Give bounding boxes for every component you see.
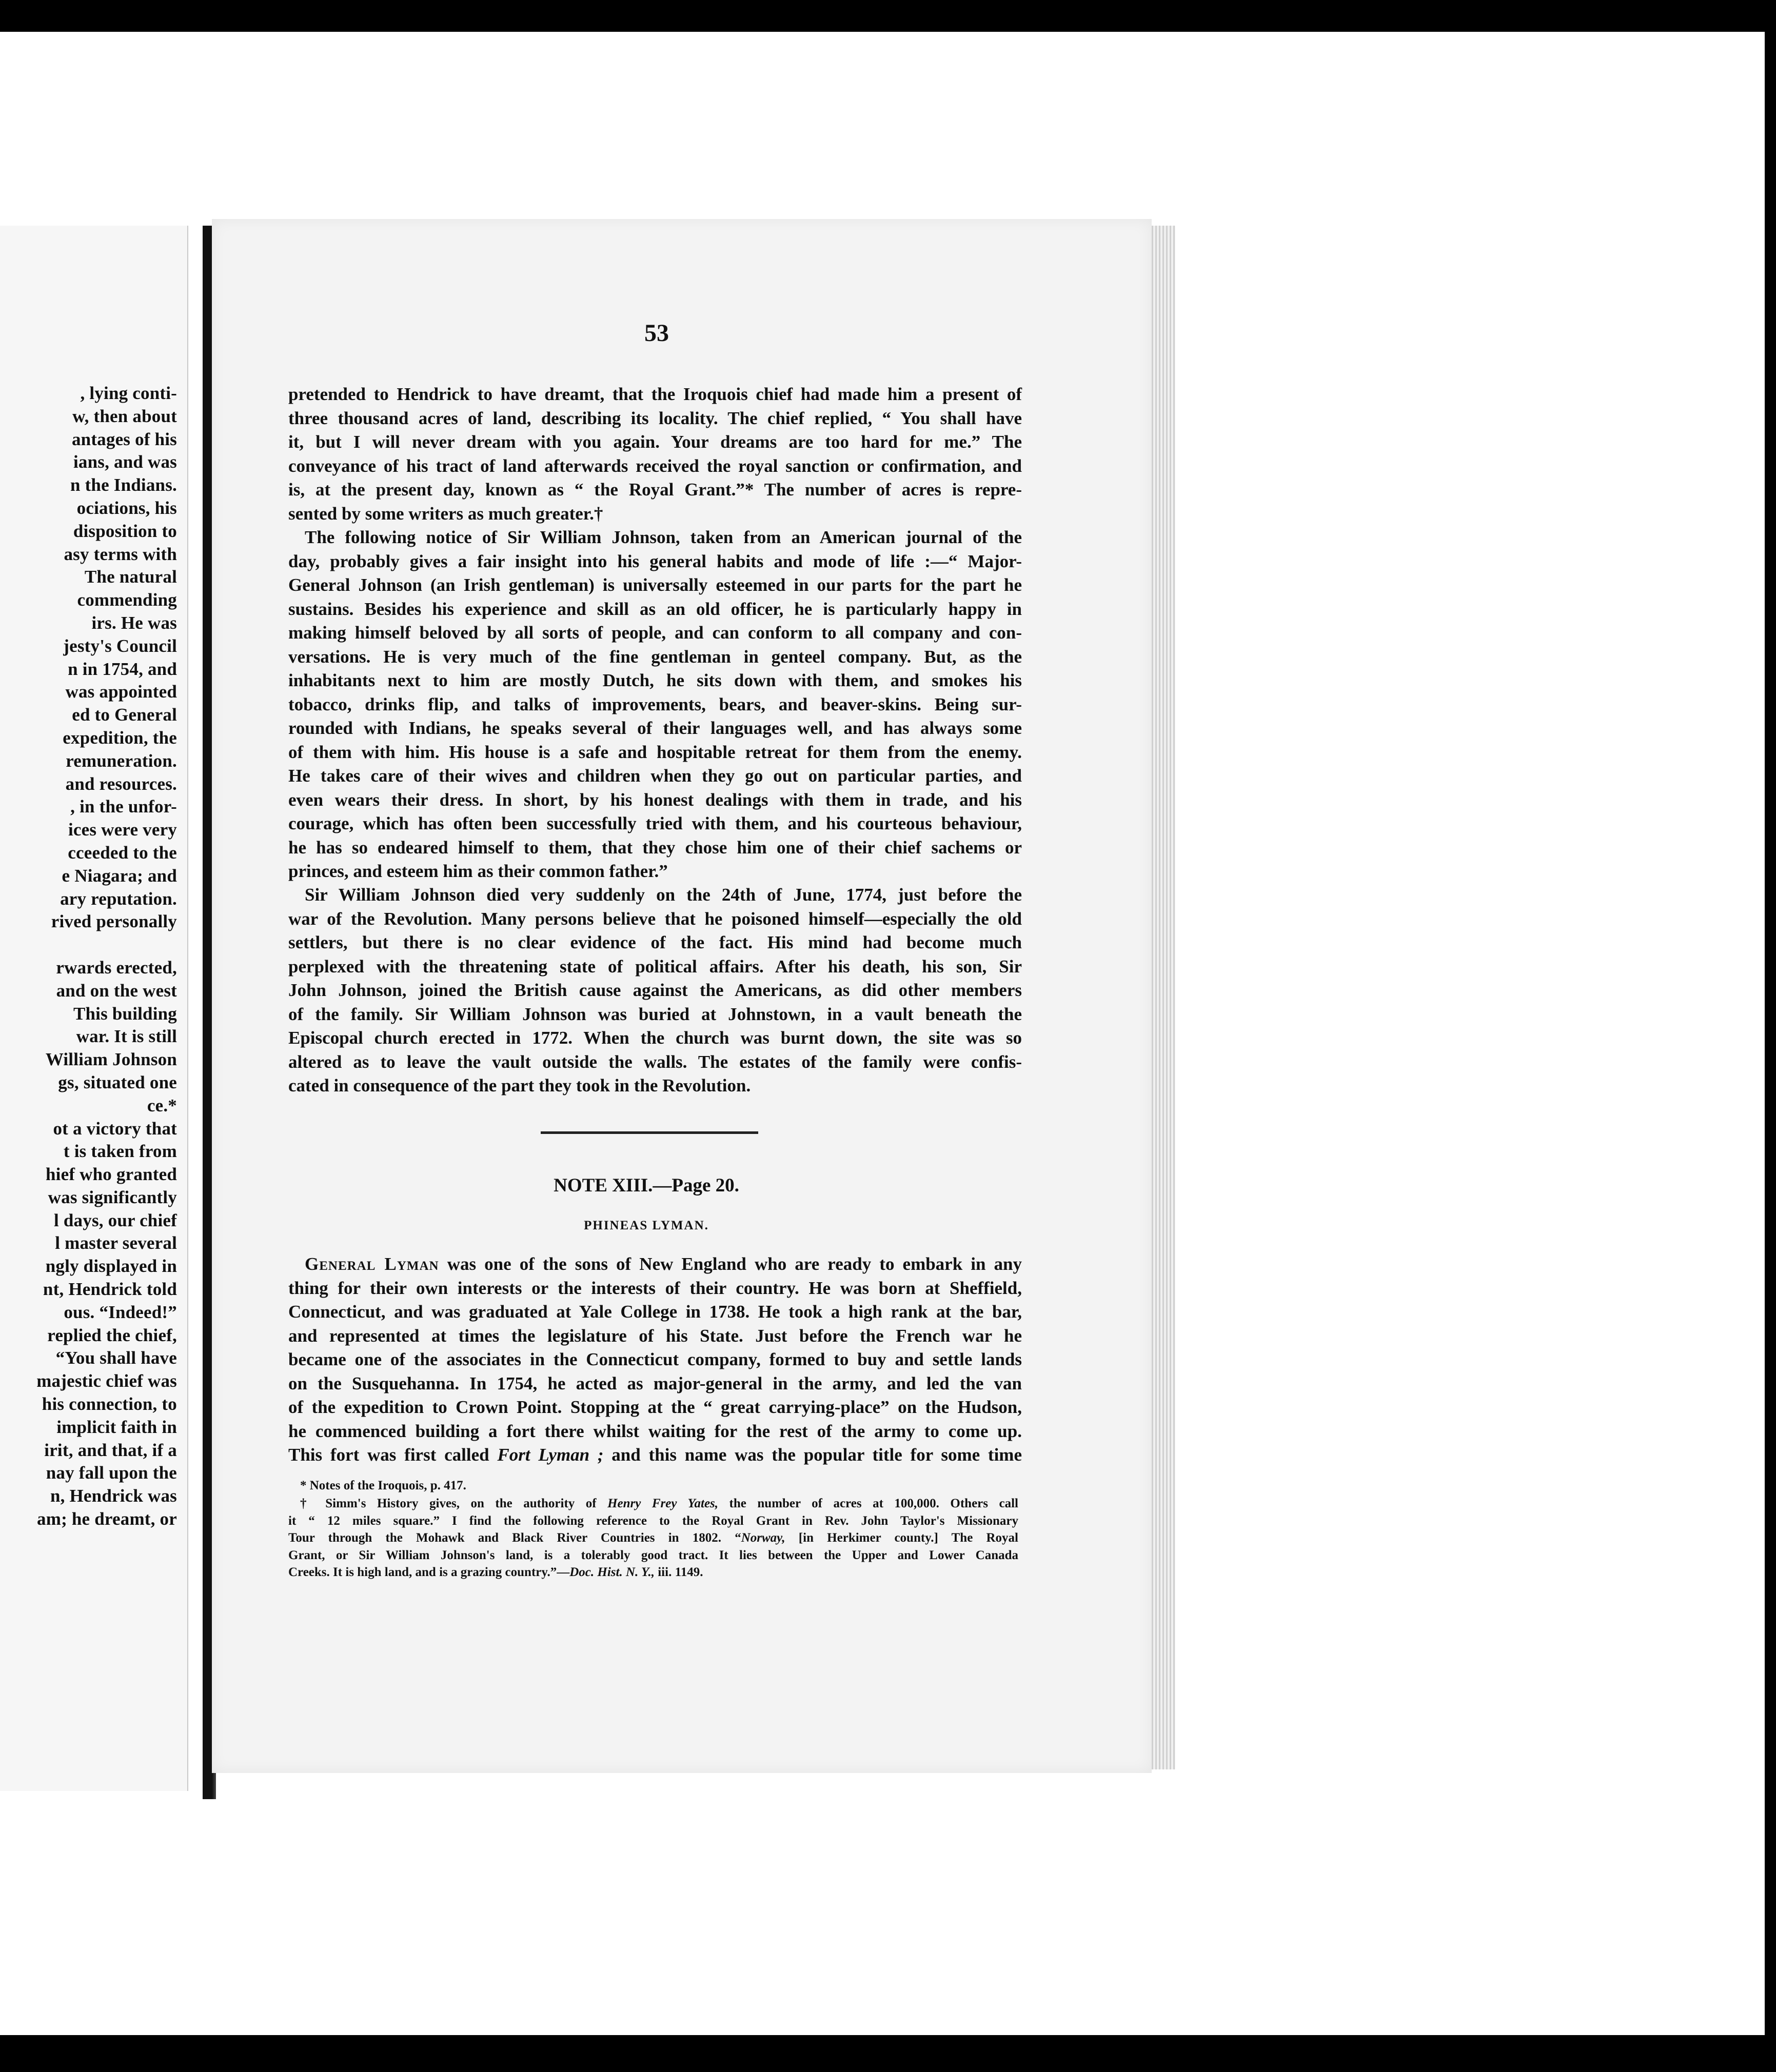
- scan-top-border: [0, 0, 1776, 32]
- paragraph-hendrick-dream: [288, 383, 1022, 526]
- line-text: and this name was the popular title for some time: [603, 1445, 1022, 1465]
- text-line: became one of the associates in the Connecticut company, formed to buy and settle lands: [288, 1349, 1022, 1369]
- previous-page-line: irit, and that, if a: [44, 1440, 177, 1460]
- previous-page-line: l master several: [55, 1233, 177, 1253]
- previous-page-line: commending: [77, 590, 177, 610]
- previous-page-line: expedition, the: [63, 727, 177, 748]
- text-line: John Johnson, joined the British cause against the Americans, as did other members: [288, 980, 1022, 1000]
- text-line: on the Susquehanna. In 1754, he acted as major-general in the army, and led the van: [288, 1373, 1022, 1393]
- previous-page-fragment: [0, 226, 188, 1791]
- footnote-royal-grant: [288, 1495, 1019, 1581]
- text-line: is, at the present day, known as “ the Royal Grant.”* The number of acres is repre-: [288, 480, 1022, 500]
- previous-page-line: rived personally: [51, 911, 177, 932]
- text-line: princes, and esteem him as their common father.”: [288, 861, 668, 881]
- previous-page-line: hief who granted: [46, 1164, 177, 1185]
- footnote-2-line: Tour through the Mohawk and Black River Countries in 1802. “Norway, [in Herkimer county.] The Royal: [288, 1531, 1018, 1545]
- previous-page-line: his connection, to: [42, 1394, 177, 1414]
- text-line: sented by some writers as much greater.†: [288, 503, 603, 524]
- footnote-1-text: * Notes of the Iroquois, p. 417.: [300, 1479, 466, 1492]
- previous-page-line: war. It is still: [76, 1026, 177, 1047]
- text-line: he commenced building a fort there whilst waiting for the rest of the army to come up.: [288, 1421, 1022, 1441]
- previous-page-line: “You shall have: [55, 1348, 177, 1368]
- paragraph-johnson-notice: [288, 526, 1022, 884]
- text-line: perplexed with the threatening state of political affairs. After his death, his son, Sir: [288, 956, 1022, 977]
- text-line: altered as to leave the vault outside the walls. The estates of the family were confis-: [288, 1051, 1022, 1072]
- scan-bottom-border: [0, 2035, 1776, 2072]
- previous-page-line: replied the chief,: [47, 1325, 177, 1345]
- previous-page-line: cceeded to the: [68, 842, 177, 863]
- previous-page-line: jesty's Council: [63, 635, 177, 656]
- previous-page-line: was appointed: [65, 682, 177, 702]
- paragraph-johnson-death: [288, 883, 1022, 1098]
- text-line: war of the Revolution. Many persons believe that he poisoned himself—especially the old: [288, 908, 1022, 929]
- text-line: three thousand acres of land, describing its locality. The chief replied, “ You shall have: [288, 408, 1022, 428]
- text-line: General Johnson (an Irish gentleman) is universally esteemed in our parts for the part he: [288, 575, 1022, 595]
- scan-right-border: [1765, 31, 1776, 2036]
- text-line: Connecticut, and was graduated at Yale College in 1738. He took a high rank at the bar,: [288, 1302, 1022, 1322]
- fort-lyman-italic: Fort Lyman ;: [497, 1445, 604, 1465]
- previous-page-line: ociations, his: [76, 497, 177, 518]
- previous-page-line: ngly displayed in: [45, 1256, 177, 1277]
- previous-page-line: am; he dreamt, or: [37, 1509, 177, 1529]
- paragraph-phineas-lyman: [288, 1252, 1022, 1467]
- previous-page-line: ed to General: [72, 705, 177, 725]
- previous-page-line: ce.*: [147, 1095, 177, 1115]
- previous-page-line: ices were very: [68, 820, 177, 840]
- text-line: of the expedition to Crown Point. Stopping at the “ great carrying-place” on the Hudson,: [288, 1397, 1022, 1417]
- previous-page-line: gs, situated one: [58, 1072, 177, 1092]
- text-line: [288, 1443, 1022, 1467]
- text-line: making himself beloved by all sorts of people, and can conform to all company and con-: [288, 623, 1022, 643]
- previous-page-line: asy terms with: [64, 544, 177, 564]
- text-line: day, probably gives a fair insight into his general habits and mode of life :—“ Major-: [288, 551, 1022, 571]
- previous-page-line: William Johnson: [45, 1049, 177, 1070]
- text-line: of them with him. His house is a safe and hospitable retreat for them from the enemy.: [288, 742, 1022, 762]
- text-line: it, but I will never dream with you again. Your dreams are too hard for me.” The: [288, 432, 1022, 452]
- text-line: sustains. Besides his experience and skill as an old officer, he is particularly happy in: [288, 599, 1022, 619]
- text-line: and represented at times the legislature of his State. Just before the French war he: [288, 1325, 1022, 1346]
- text-line: thing for their own interests or the interests of their country. He was born at Sheffield,: [288, 1278, 1022, 1298]
- page-number: 53: [644, 320, 669, 347]
- text-line: of the family. Sir William Johnson was buried at Johnstown, in a vault beneath the: [288, 1004, 1022, 1024]
- previous-page-line: antages of his: [71, 429, 177, 449]
- previous-page-line: , in the unfor-: [70, 796, 177, 817]
- previous-page-line: disposition to: [73, 521, 177, 541]
- previous-page-line: [36, 933, 177, 957]
- previous-page-line: nt, Hendrick told: [43, 1279, 177, 1300]
- previous-page-line: l days, our chief: [54, 1210, 177, 1230]
- previous-page-line: n, Hendrick was: [50, 1486, 177, 1506]
- text-line: inhabitants next to him are mostly Dutch, he sits down with them, and smokes his: [288, 670, 1022, 690]
- text-line: cated in consequence of the part they took in the Revolution.: [288, 1075, 751, 1095]
- previous-page-line: ot a victory that: [53, 1118, 177, 1139]
- page-stack-edges: [1152, 226, 1175, 1769]
- previous-page-line: rwards erected,: [56, 957, 177, 978]
- text-line: conveyance of his tract of land afterwards received the royal sanction or confirmation, and: [288, 455, 1022, 476]
- footnote-notes-of-iroquois: [300, 1477, 1018, 1495]
- line-text: was one of the sons of New England who are ready to embark in any: [439, 1254, 1022, 1274]
- previous-page-line: irs. He was: [91, 612, 177, 633]
- text-line: tobacco, drinks flip, and talks of improvements, bears, and beaver-skins. Being sur-: [288, 694, 1022, 714]
- previous-page-line: majestic chief was: [36, 1371, 177, 1391]
- text-line: Sir William Johnson died very suddenly on the 24th of June, 1774, just before the: [305, 885, 1022, 905]
- lead-name: General Lyman: [305, 1254, 439, 1274]
- previous-page-line: n the Indians.: [70, 475, 177, 495]
- previous-page-line: implicit faith in: [56, 1417, 177, 1437]
- text-line: he has so endeared himself to them, that they chose him one of their chief sachems or: [288, 837, 1022, 858]
- previous-page-line: w, then about: [72, 406, 177, 426]
- previous-page-line: ians, and was: [73, 452, 177, 472]
- text-line: rounded with Indians, he speaks several of their languages well, and has always some: [288, 718, 1022, 738]
- previous-page-line: nay fall upon the: [46, 1463, 177, 1483]
- text-line: The following notice of Sir William Johnson, taken from an American journal of the: [305, 527, 1022, 547]
- note-heading: NOTE XIII.—Page 20.: [554, 1175, 739, 1196]
- previous-page-line: ary reputation.: [60, 888, 177, 909]
- text-line: Episcopal church erected in 1772. When the church was burnt down, the site was so: [288, 1028, 1022, 1048]
- note-subheading: PHINEAS LYMAN.: [584, 1219, 709, 1232]
- previous-page-line: t is taken from: [63, 1141, 177, 1162]
- footnote-2-line: † Simm's History gives, on the authority of Henry Frey Yates, the number of acres at 100,000. Others call: [300, 1497, 1019, 1510]
- previous-page-line: was significantly: [48, 1187, 177, 1207]
- text-line: pretended to Hendrick to have dreamt, that the Iroquois chief had made him a present of: [288, 384, 1022, 404]
- footnote-2-line: Creeks. It is high land, and is a grazing country.”—Doc. Hist. N. Y., iii. 1149.: [288, 1565, 703, 1579]
- previous-page-line: and on the west: [56, 980, 177, 1001]
- previous-page-line: This building: [73, 1003, 177, 1024]
- previous-page-line: ous. “Indeed!”: [64, 1302, 177, 1322]
- footnote-2-line: Grant, or Sir William Johnson's land, is a tolerably good tract. It lies between the Upper and Lower Canada: [288, 1548, 1018, 1562]
- previous-page-line: n in 1754, and: [68, 659, 177, 679]
- previous-page-line: , lying conti-: [80, 383, 177, 403]
- previous-page-line: and resources.: [65, 773, 177, 794]
- text-line: versations. He is very much of the fine gentleman in genteel company. But, as the: [288, 646, 1022, 667]
- previous-page-line: remuneration.: [66, 750, 177, 771]
- previous-page-line: e Niagara; and: [62, 865, 177, 886]
- text-line: even wears their dress. In short, by his honest dealings with them in trade, and his: [288, 789, 1022, 810]
- text-line: courage, which has often been successfully tried with them, and his courteous behaviour,: [288, 813, 1022, 833]
- text-line: He takes care of their wives and children when they go out on particular parties, and: [288, 766, 1022, 786]
- text-line: [288, 1252, 1022, 1277]
- line-text: This fort was first called: [288, 1445, 498, 1465]
- previous-page-line: The natural: [84, 567, 177, 587]
- section-divider: [541, 1131, 758, 1134]
- text-line: settlers, but there is no clear evidence of the fact. His mind had become much: [288, 932, 1022, 952]
- footnote-2-line: it “ 12 miles square.” I find the following reference to the Royal Grant in Rev. John Taylor's Missionary: [288, 1513, 1018, 1528]
- previous-page-text: [36, 382, 177, 1531]
